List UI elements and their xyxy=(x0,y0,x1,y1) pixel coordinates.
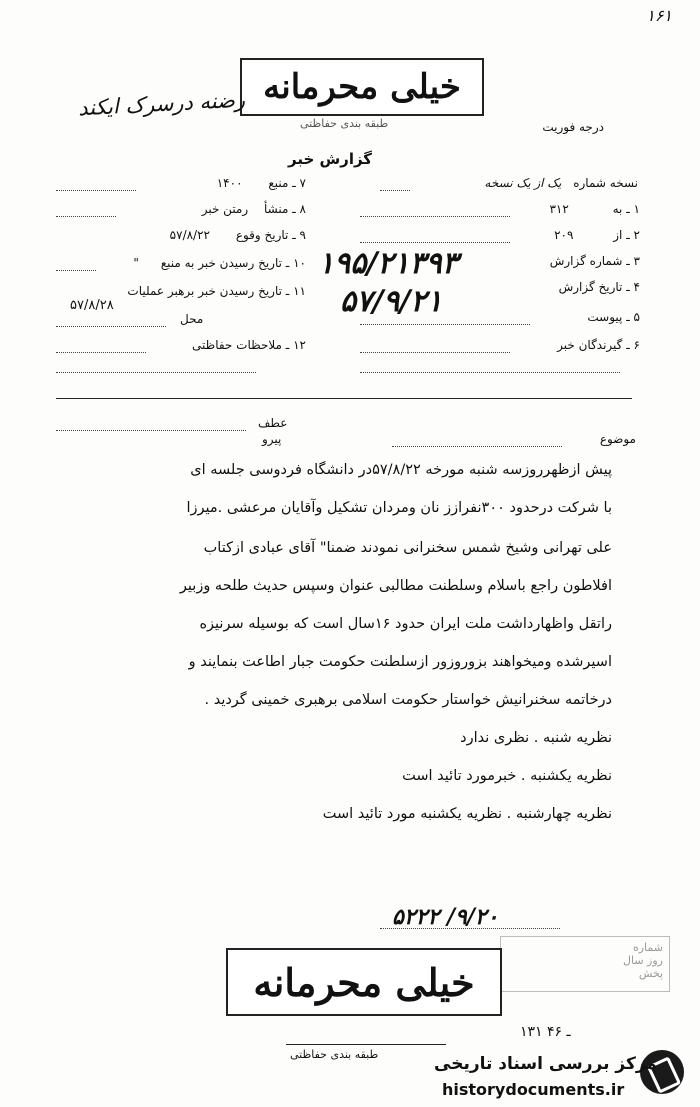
bottom-code: ۱۳۱ ـ ۴۶ xyxy=(520,1024,571,1040)
dotted-line xyxy=(56,190,136,191)
body-line: درخاتمه سخنرانیش خواستار حکومت اسلامی برهبری خمینی گردید . xyxy=(204,692,612,708)
dotted-line xyxy=(56,326,166,327)
field-report-date xyxy=(559,280,640,294)
field-label: ۵ ـ پیوست xyxy=(587,310,640,324)
dotted-line xyxy=(56,216,116,217)
field-label: ۲ ـ از xyxy=(613,228,640,242)
field-label: ۴ ـ تاریخ گزارش xyxy=(558,280,640,294)
dotted-line xyxy=(56,372,256,373)
bottom-handwritten-number: ۵۲۲۲ /۹/۲۰ xyxy=(392,904,499,930)
atf-label: عطف xyxy=(258,416,288,430)
field-received-by-leader-value: ۵۷/۸/۲۸ xyxy=(70,298,114,313)
body-line: با شرکت درحدود ۳۰۰نفرازز نان ومردان تشکیل وآقایان مرعشی .میرزا xyxy=(186,500,612,516)
field-label: ۶ ـ گیرندگان خبر xyxy=(557,338,640,352)
dotted-line xyxy=(360,352,510,353)
field-place xyxy=(180,312,203,326)
dotted-line xyxy=(56,270,96,271)
faded-stamp-line: پخش xyxy=(638,967,663,980)
field-from xyxy=(554,228,640,242)
subject-label: موضوع xyxy=(599,432,636,446)
body-line: راتقل واظهارداشت ملت ایران حدود ۱۶سال است که بوسیله سرنیزه xyxy=(199,616,612,632)
dotted-line xyxy=(360,324,530,325)
field-label: ۸ ـ منشأ xyxy=(263,202,306,216)
handwritten-report-date: ۵۷/۹/۲۱ xyxy=(340,284,443,319)
dotted-line xyxy=(392,446,562,447)
bottom-stamp-text: خیلی محرمانه xyxy=(253,959,475,1005)
field-source xyxy=(56,176,306,190)
field-occurrence-date xyxy=(56,228,306,242)
field-value: " xyxy=(133,256,139,270)
urgency-label: درجه فوریت xyxy=(542,120,604,134)
body-line: اسیرشده ومیخواهند بزوروزور ازسلطنت حکومت جبار اطاعت بنمایند و xyxy=(188,654,612,670)
watermark-url: historydocuments.ir xyxy=(442,1080,625,1099)
field-value: ۱۴۰۰ xyxy=(216,176,243,190)
dotted-line xyxy=(360,372,620,373)
body-line: پیش ازظهرروزسه شنبه مورخه ۵۷/۸/۲۲در دانشگاه فردوسی جلسه ای xyxy=(190,462,612,478)
field-attachment xyxy=(587,310,640,324)
field-report-number xyxy=(550,254,640,268)
section-divider xyxy=(56,398,632,399)
page-number: ۱۶۱ xyxy=(646,6,672,25)
peyro-label: پیرو xyxy=(262,432,282,446)
body-line: نظریه یکشنبه . خبرمورد تائید است xyxy=(402,768,612,784)
field-label: ۱۰ ـ تاریخ رسیدن خبر به منبع xyxy=(160,256,306,270)
field-value: ۵۷/۸/۲۲ xyxy=(169,228,210,242)
top-stamp-text: خیلی محرمانه xyxy=(263,67,461,107)
dotted-line xyxy=(380,190,410,191)
dotted-line xyxy=(56,430,246,431)
dotted-line xyxy=(360,216,510,217)
field-value: یک از یک نسخه xyxy=(484,176,562,190)
footer-rule xyxy=(286,1044,446,1045)
dotted-line xyxy=(56,352,146,353)
bottom-classification-label: طبقه بندی حفاظتی xyxy=(290,1048,379,1061)
field-label: ۳ ـ شماره گزارش xyxy=(549,254,640,268)
field-label: ۱۲ ـ ملاحظات حفاظتی xyxy=(192,338,306,352)
top-classification-stamp xyxy=(240,58,484,116)
faded-stamp-line: شماره xyxy=(632,941,663,954)
dotted-line xyxy=(380,928,560,929)
watermark-title: مرکز بررسی اسناد تاریخی xyxy=(434,1054,657,1074)
body-line: نظریه شنبه . نظری ندارد xyxy=(460,730,612,746)
report-title: گزارش خبر xyxy=(288,150,373,168)
field-label: نسخه شماره xyxy=(573,176,638,190)
field-label: ۱ ـ به xyxy=(612,202,640,216)
faded-stamp xyxy=(500,936,670,992)
field-label: ۱۱ ـ تاریخ رسیدن خبر برهبر عملیات xyxy=(127,284,306,298)
handwritten-report-number: ۱۹۵/۲۱۳۹۳ xyxy=(318,246,458,281)
faded-stamp-line: روز سال xyxy=(623,954,663,967)
body-line: علی تهرانی وشیخ شمس سخنرانی نمودند ضمنا" آقای عبادی ازکتاب xyxy=(203,540,612,556)
field-to xyxy=(549,202,640,216)
body-line: افلاطون راجع باسلام وسلطنت مطالبی عنوان وسپس حدیث طلحه وزبیر xyxy=(179,578,612,594)
bottom-classification-stamp xyxy=(226,948,502,1016)
field-value: رمتن خبر xyxy=(201,202,249,216)
field-label: ۷ ـ منبع xyxy=(268,176,306,190)
field-label: ۹ ـ تاریخ وقوع xyxy=(235,228,306,242)
handwritten-note-top-left: رضنه درسرک ایکند xyxy=(77,87,246,121)
field-received-by-source xyxy=(56,256,306,270)
top-stamp-sublabel: طبقه بندی حفاظتی xyxy=(300,117,389,130)
field-received-by-leader xyxy=(56,284,306,298)
field-value: ۳۱۲ xyxy=(549,202,569,216)
field-recipients xyxy=(557,338,640,352)
field-label: محل xyxy=(180,312,204,326)
field-value: ۲۰۹ xyxy=(554,228,574,242)
field-copy-number xyxy=(484,176,638,190)
dotted-line xyxy=(360,242,510,243)
field-origin xyxy=(56,202,306,216)
body-line: نظریه چهارشنبه . نظریه یکشنبه مورد تائید است xyxy=(322,806,612,822)
field-security-notes xyxy=(56,338,306,352)
